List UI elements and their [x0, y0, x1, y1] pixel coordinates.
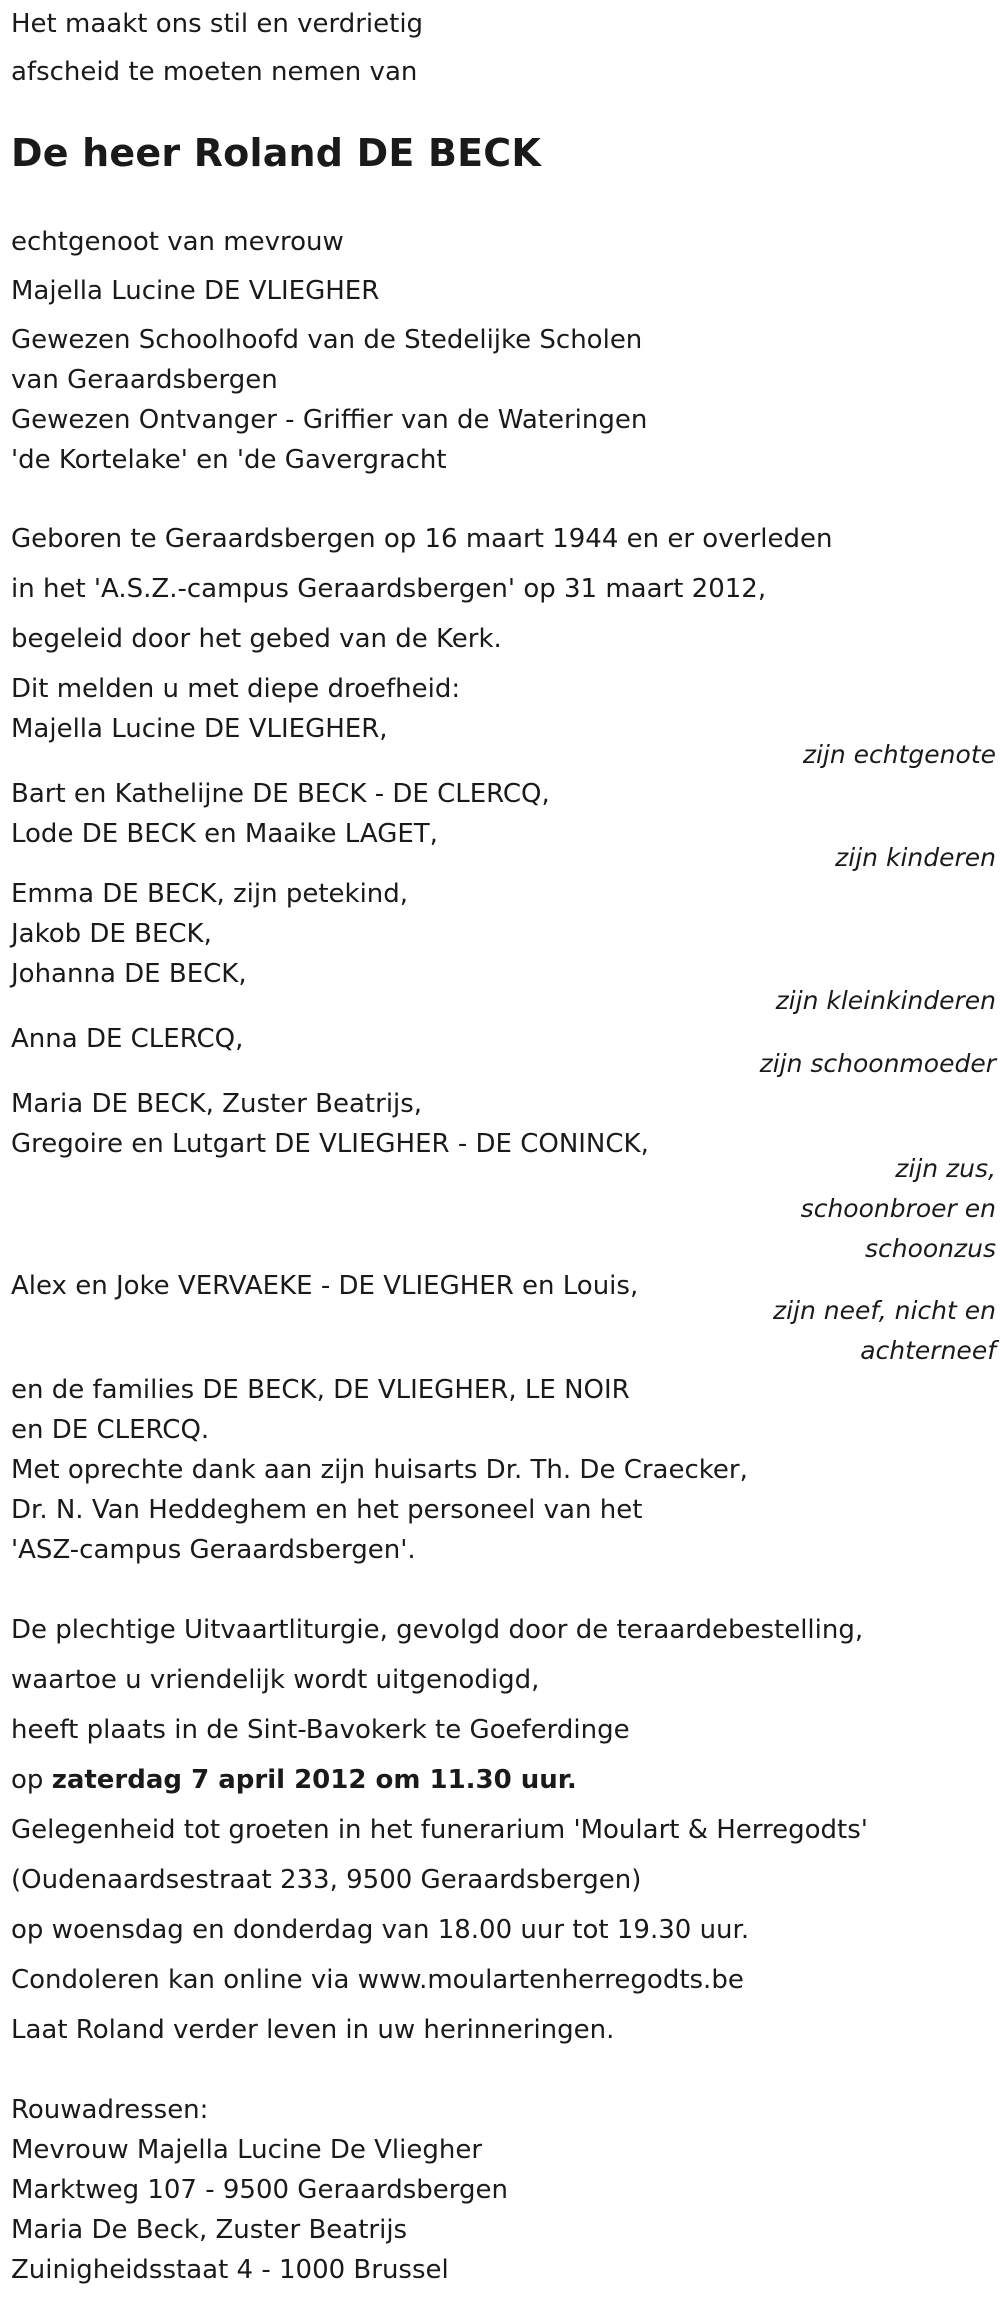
family-role: zijn echtgenote [802, 740, 996, 769]
family-child: Lode DE BECK en Maaike LAGET, [11, 819, 438, 849]
career-line: Gewezen Schoolhoofd van de Stedelijke Scholen [11, 325, 643, 355]
family-spouse: Majella Lucine DE VLIEGHER, [11, 714, 388, 744]
condolences-line: Condoleren kan online via www.moulartenherregodts.be [11, 1965, 744, 1995]
family-role: schoonzus [864, 1234, 996, 1263]
families-line: en DE CLERCQ. [11, 1415, 210, 1445]
deceased-name: De heer Roland DE BECK [11, 131, 542, 175]
family-grandchild: Johanna DE BECK, [11, 959, 247, 989]
addresses-heading: Rouwadressen: [11, 2095, 209, 2125]
ceremony-line: heeft plaats in de Sint-Bavokerk te Goeferdinge [11, 1715, 630, 1745]
family-role: schoonbroer en [800, 1194, 996, 1223]
family-nephew: Alex en Joke VERVAEKE - DE VLIEGHER en Louis, [11, 1271, 639, 1301]
family-role: achterneef [860, 1336, 996, 1365]
closing-line: Laat Roland verder leven in uw herinneringen. [11, 2015, 615, 2045]
address-line: Zuinigheidsstaat 4 - 1000 Brussel [11, 2255, 449, 2285]
family-grandchild: Jakob DE BECK, [11, 919, 212, 949]
spouse-name: Majella Lucine DE VLIEGHER [11, 276, 380, 306]
family-sibling: Maria DE BECK, Zuster Beatrijs, [11, 1089, 423, 1119]
birth-death-line: in het 'A.S.Z.-campus Geraardsbergen' op 31 maart 2012, [11, 574, 767, 604]
ceremony-line: De plechtige Uitvaartliturgie, gevolgd door de teraardebestelling, [11, 1615, 864, 1645]
family-child: Bart en Kathelijne DE BECK - DE CLERCQ, [11, 779, 550, 809]
family-grandchild: Emma DE BECK, zijn petekind, [11, 879, 409, 909]
families-line: en de families DE BECK, DE VLIEGHER, LE NOIR [11, 1375, 630, 1405]
family-role: zijn schoonmoeder [759, 1049, 996, 1078]
address-line: Marktweg 107 - 9500 Geraardsbergen [11, 2175, 508, 2205]
address-line: Maria De Beck, Zuster Beatrijs [11, 2215, 408, 2245]
thanks-line: Dr. N. Van Heddeghem en het personeel van het [11, 1495, 643, 1525]
address-line: Mevrouw Majella Lucine De Vliegher [11, 2135, 483, 2165]
family-role: zijn kleinkinderen [775, 986, 996, 1015]
family-sibling: Gregoire en Lutgart DE VLIEGHER - DE CONINCK, [11, 1129, 649, 1159]
birth-death-line: begeleid door het gebed van de Kerk. [11, 624, 502, 654]
career-line: van Geraardsbergen [11, 365, 278, 395]
family-role: zijn zus, [895, 1154, 996, 1183]
family-mother-in-law: Anna DE CLERCQ, [11, 1024, 244, 1054]
family-role: zijn neef, nicht en [772, 1296, 996, 1325]
career-line: 'de Kortelake' en 'de Gavergracht [11, 445, 447, 475]
birth-death-line: Geboren te Geraardsbergen op 16 maart 1944 en er overleden [11, 524, 833, 554]
intro-line-2: afscheid te moeten nemen van [11, 57, 418, 87]
family-role: zijn kinderen [835, 843, 996, 872]
ceremony-date-prefix: op [11, 1765, 52, 1795]
spouse-intro: echtgenoot van mevrouw [11, 227, 344, 257]
career-line: Gewezen Ontvanger - Griffier van de Wateringen [11, 405, 648, 435]
ceremony-date [11, 1766, 577, 1796]
thanks-line: Met oprechte dank aan zijn huisarts Dr. Th. De Craecker, [11, 1455, 748, 1485]
announcement: Dit melden u met diepe droefheid: [11, 674, 461, 704]
visitation-line: (Oudenaardsestraat 233, 9500 Geraardsbergen) [11, 1865, 642, 1895]
visitation-line: Gelegenheid tot groeten in het funerarium 'Moulart & Herregodts' [11, 1815, 868, 1845]
visitation-line: op woensdag en donderdag van 18.00 uur tot 19.30 uur. [11, 1915, 750, 1945]
intro-line-1: Het maakt ons stil en verdrietig [11, 9, 424, 39]
thanks-line: 'ASZ-campus Geraardsbergen'. [11, 1535, 416, 1565]
ceremony-line: waartoe u vriendelijk wordt uitgenodigd, [11, 1665, 540, 1695]
ceremony-date-bold: zaterdag 7 april 2012 om 11.30 uur. [51, 1765, 577, 1795]
